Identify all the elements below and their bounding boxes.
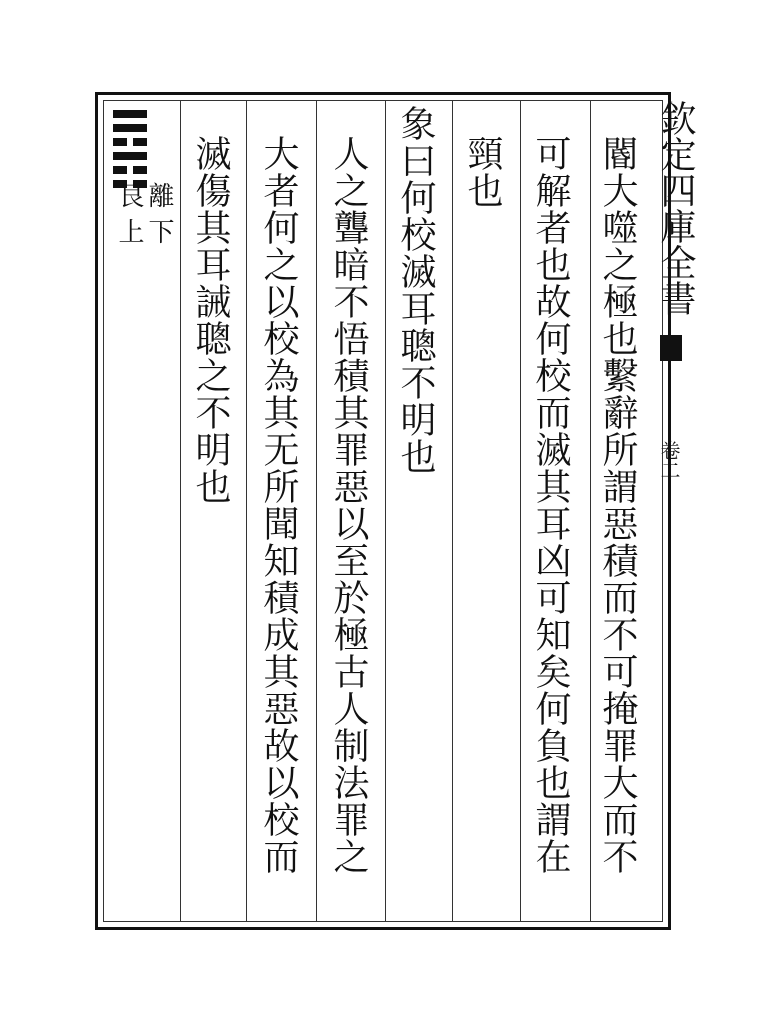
column-rule bbox=[452, 100, 453, 922]
column-rule bbox=[520, 100, 521, 922]
page-frame-inner bbox=[103, 100, 663, 922]
trigram-upper-name: 離 bbox=[144, 182, 174, 208]
trigram-upper-note: 下 bbox=[144, 218, 174, 244]
text-column-6: 大者何之以校為其无所聞知積成其惡故以校而 bbox=[258, 135, 299, 875]
column-rule bbox=[385, 100, 386, 922]
trigram-lower-note: 上 bbox=[114, 218, 144, 244]
text-column-7: 滅傷其耳誡聰之不明也 bbox=[190, 135, 231, 505]
text-column-5: 人之聾暗不悟積其罪惡以至於極古人制法罪之 bbox=[328, 135, 369, 875]
column-rule bbox=[180, 100, 181, 922]
column-rule bbox=[590, 100, 591, 922]
column-rule bbox=[246, 100, 247, 922]
book-title: 欽定四庫全書 bbox=[655, 100, 696, 316]
text-column-2: 可解者也故何校而滅其耳凶可知矣何負也謂在 bbox=[530, 135, 571, 875]
text-column-3: 頸也 bbox=[462, 135, 503, 209]
column-rule bbox=[316, 100, 317, 922]
volume-label: 卷二 bbox=[657, 440, 681, 480]
text-column-4: 象曰何校滅耳聰不明也 bbox=[395, 105, 436, 475]
trigram-lower-name: 艮 bbox=[114, 182, 144, 208]
text-column-1: 閽大噬之極也繫辭所謂惡積而不可掩罪大而不 bbox=[597, 135, 638, 875]
fishtail-mark bbox=[660, 335, 682, 361]
